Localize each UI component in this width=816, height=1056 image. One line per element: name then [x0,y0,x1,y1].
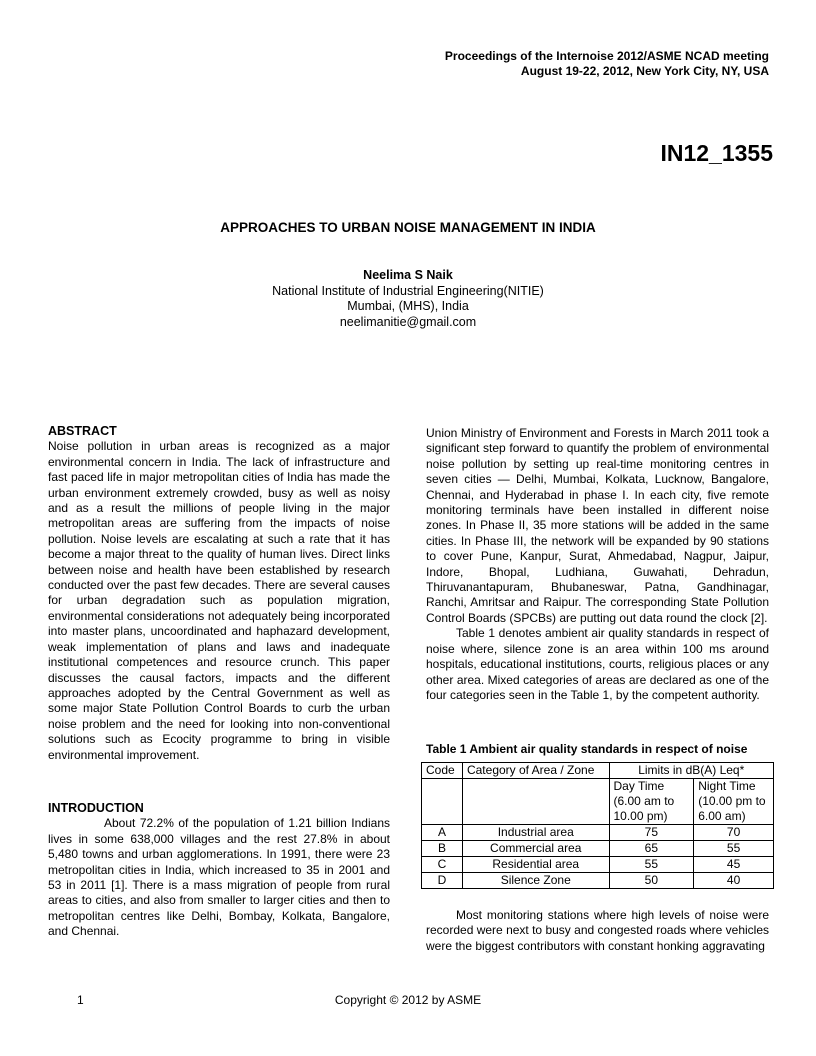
proceedings-line-1: Proceedings of the Internoise 2012/ASME NCAD meeting [444,49,769,63]
introduction-section [48,801,390,940]
row-category: Residential area [462,857,609,873]
header-day-time: Day Time (6.00 am to 10.00 pm) [609,779,694,825]
row-night-limit: 45 [694,857,774,873]
body-paragraph-1: Union Ministry of Environment and Forests in March 2011 took a significant step forward to quantify the problem of environmental noise pollution by setting up real-time monitoring centres in seven cities — Delhi, Mumbai, Kolkata, Lucknow, Bangalore, Chennai, and Hyderabad in phase I. In each city, five remote monitoring terminals have been installed in different noise zones. In Phase II, 35 more stations will be added in the same cities. In Phase III, the network will be expanded by 90 stations to cover Pune, Kanpur, Surat, Ahmedabad, Nagpur, Jaipur, Indore, Bhopal, Ludhiana, Guwahati, Dehradun, Thiruvanantapuram, Bhubaneswar, Patna, Gandhinagar, Ranchi, Amritsar and Raipur. The corresponding State Pollution Control Boards (SPCBs) are putting out data round the clock [2]. [426,426,769,625]
abstract-text: Noise pollution in urban areas is recognized as a major environmental concern in India. The lack of infrastructure and fast paced life in major metropolitan cities of India has made the urban environment extremely crowded, busy as well as noisy and as a result the millions of people living in the major metropolitan areas are suffering from the impacts of noise pollution. Noise levels are escalating at such a rate that it has become a major threat to the quality of human lives. Direct links between noise and health have been established by research conducted over the past few decades. There are several causes for urban degradation such as population migration, environmental considerations not adequately being incorporated into master plans, uncoordinated and haphazard development, weak implementation of plans and laws and inadequate institutional competences and resource crunch. This paper discusses the causal factors, impacts and the different approaches adopted by the Central Government as well as some major State Pollution Control Boards to curb the urban noise problem and the need for looking into non-conventional solutions such as Ecocity programme to bring in visible environmental improvement. [48,439,390,762]
row-night-limit: 40 [694,873,774,889]
author-block [0,268,816,330]
right-column-text [426,426,769,703]
introduction-heading: INTRODUCTION [48,801,144,815]
row-category: Silence Zone [462,873,609,889]
noise-standards-table [421,762,774,889]
body-paragraph-2: Table 1 denotes ambient air quality standards in respect of noise where, silence zone is an area within 100 ms around hospitals, educational institutions, courts, religious places or any other area. Mixed categories of areas are declared as one of the four categories seen in the Table 1, by the competent authority. [426,626,769,702]
introduction-text: About 72.2% of the population of 1.21 billion Indians lives in some 638,000 villages and the rest 27.8% in about 5,480 towns and urban agglomerations. In 1991, there were 23 metropolitan cities in India, which increased to 35 in 2001 and 53 in 2011 [1]. There is a mass migration of people from rural areas to cities, and also from smaller to larger cities and then to metropolitan centres like Delhi, Bombay, Kolkata, Bangalore, and Chennai. [48,816,390,939]
row-day-limit: 55 [609,857,694,873]
header-code: Code [422,763,463,779]
row-category: Commercial area [462,841,609,857]
row-day-limit: 50 [609,873,694,889]
table-header-row [422,763,774,779]
header-night-time: Night Time (10.00 pm to 6.00 am) [694,779,774,825]
copyright-notice: Copyright © 2012 by ASME [334,993,482,1007]
row-code: D [422,873,463,889]
proceedings-header [445,49,769,79]
row-night-limit: 55 [694,841,774,857]
paper-title: APPROACHES TO URBAN NOISE MANAGEMENT IN INDIA [220,220,596,235]
author-email[interactable]: neelimanitie@gmail.com [339,314,477,329]
header-limits: Limits in dB(A) Leq* [609,763,774,779]
right-column-continuation [426,908,769,954]
table-row [422,825,774,841]
row-day-limit: 65 [609,841,694,857]
author-name: Neelima S Naik [363,268,453,282]
author-affiliation: National Institute of Industrial Engineering(NITIE) [272,283,544,298]
row-code: B [422,841,463,857]
table-row [422,857,774,873]
header-category: Category of Area / Zone [462,763,609,779]
row-category: Industrial area [462,825,609,841]
row-code: C [422,857,463,873]
page-number: 1 [77,993,84,1007]
proceedings-line-2: August 19-22, 2012, New York City, NY, USA [520,64,769,78]
row-night-limit: 70 [694,825,774,841]
abstract-section [48,424,390,763]
table-subheader-row [422,779,774,825]
author-location: Mumbai, (MHS), India [347,299,469,313]
table-caption: Table 1 Ambient air quality standards in respect of noise [426,742,748,756]
body-paragraph-3: Most monitoring stations where high levels of noise were recorded were next to busy and congested roads where vehicles were the biggest contributors with constant honking aggravating [426,908,769,953]
paper-id: IN12_1355 [660,140,773,166]
abstract-heading: ABSTRACT [48,424,117,438]
table-row [422,841,774,857]
row-code: A [422,825,463,841]
table-row [422,873,774,889]
row-day-limit: 75 [609,825,694,841]
